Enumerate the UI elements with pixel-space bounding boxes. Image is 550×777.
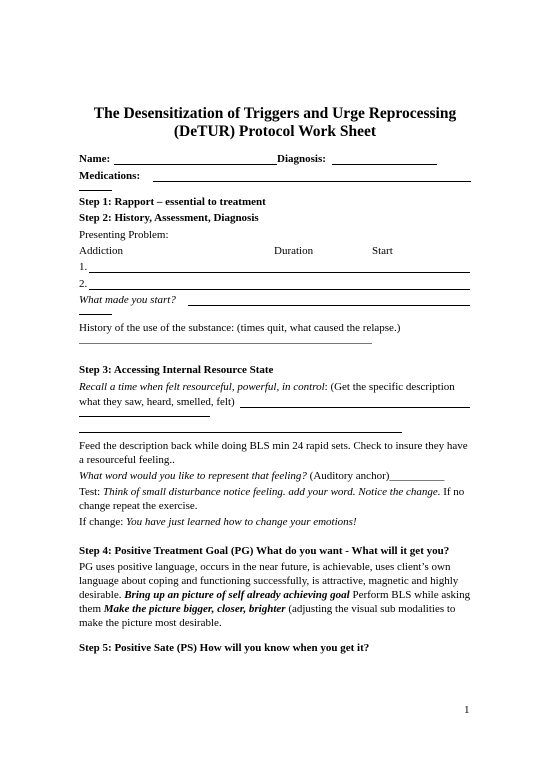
recall-line1	[79, 381, 455, 394]
row1-label: 1.	[79, 261, 88, 273]
what-made-you-start-field[interactable]	[188, 305, 470, 306]
medications-field-cont[interactable]	[79, 190, 112, 191]
name-label: Name:	[79, 153, 111, 165]
page-title-line2: (DeTUR) Protocol Work Sheet	[173, 123, 377, 140]
history-field[interactable]	[79, 343, 372, 344]
step4-line1: PG uses positive language, occurs in the near future, is achievable, uses client’s own	[79, 561, 451, 573]
step4-line4-emphasis: Make the picture bigger, closer, brighter	[103, 603, 286, 615]
recall-italic: Recall a time when felt resourceful, powerful, in control	[79, 381, 325, 393]
step4-line2: language about coping and functioning successfully, is attractive, magnetic and highly	[79, 575, 459, 587]
what-made-you-start-field-cont[interactable]	[79, 314, 112, 315]
step1-heading: Step 1: Rapport – essential to treatment	[79, 196, 266, 208]
recall-line2: what they saw, heard, smelled, felt)	[79, 396, 235, 408]
step4-line5: make the picture most desirable.	[79, 617, 222, 629]
step4-line3-emphasis: Bring up an picture of self already achieving goal	[124, 589, 350, 601]
step4-line3	[79, 589, 470, 602]
medications-field[interactable]	[153, 181, 471, 182]
step4-line4-post: (adjusting the visual sub modalities to	[285, 603, 456, 615]
step4-line4-pre: them	[79, 603, 104, 615]
step5-heading: Step 5: Positive Sate (PS) How will you know when you get it?	[79, 642, 370, 654]
recall-field-cont2[interactable]	[79, 432, 402, 433]
step4-line3-pre: desirable.	[79, 589, 125, 601]
name-field[interactable]	[114, 164, 277, 165]
row1-field[interactable]	[89, 272, 470, 273]
test-prefix: Test:	[79, 486, 103, 498]
if-change-italic: You have just learned how to change your emotions!	[126, 516, 357, 528]
step4-heading: Step 4: Positive Treatment Goal (PG) What do you want - What will it get you?	[79, 545, 450, 557]
medications-label: Medications:	[79, 170, 141, 182]
feed-line2: a resourceful feeling..	[79, 454, 175, 466]
history-label: History of the use of the substance: (times quit, what caused the relapse.)	[79, 322, 401, 334]
column-duration: Duration	[274, 245, 314, 257]
what-made-you-start-label: What made you start?	[79, 294, 176, 306]
if-change-line	[79, 516, 357, 529]
feed-line1: Feed the description back while doing BLS min 24 rapid sets. Check to insure they have	[79, 440, 468, 452]
test-line2: change repeat the exercise.	[79, 500, 198, 512]
step2-heading: Step 2: History, Assessment, Diagnosis	[79, 212, 259, 224]
row2-field[interactable]	[89, 289, 470, 290]
step3-heading: Step 3: Accessing Internal Resource State	[79, 364, 274, 376]
test-rest: If no	[440, 486, 465, 498]
diagnosis-field[interactable]	[332, 164, 437, 165]
test-italic: Think of small disturbance notice feeling. add your word. Notice the change.	[102, 486, 441, 498]
step4-line3-post: Perform BLS while asking	[349, 589, 471, 601]
test-line1	[79, 486, 464, 499]
recall-field[interactable]	[240, 407, 470, 408]
step4-line4	[79, 603, 455, 616]
diagnosis-label: Diagnosis:	[277, 153, 326, 165]
page-number: 1	[464, 704, 470, 716]
recall-field-cont1[interactable]	[79, 416, 210, 417]
page-title-line1: The Desensitization of Triggers and Urge Reprocessing	[93, 105, 457, 122]
column-start: Start	[372, 245, 393, 257]
column-addiction: Addiction	[79, 245, 123, 257]
anchor-word-rest: (Auditory anchor)__________	[306, 470, 445, 482]
recall-rest: : (Get the specific description	[324, 381, 455, 393]
anchor-word-line	[79, 470, 444, 483]
presenting-problem-label: Presenting Problem:	[79, 229, 169, 241]
row2-label: 2.	[79, 278, 88, 290]
anchor-word-question: What word would you like to represent that feeling?	[79, 470, 307, 482]
if-change-prefix: If change:	[79, 516, 127, 528]
